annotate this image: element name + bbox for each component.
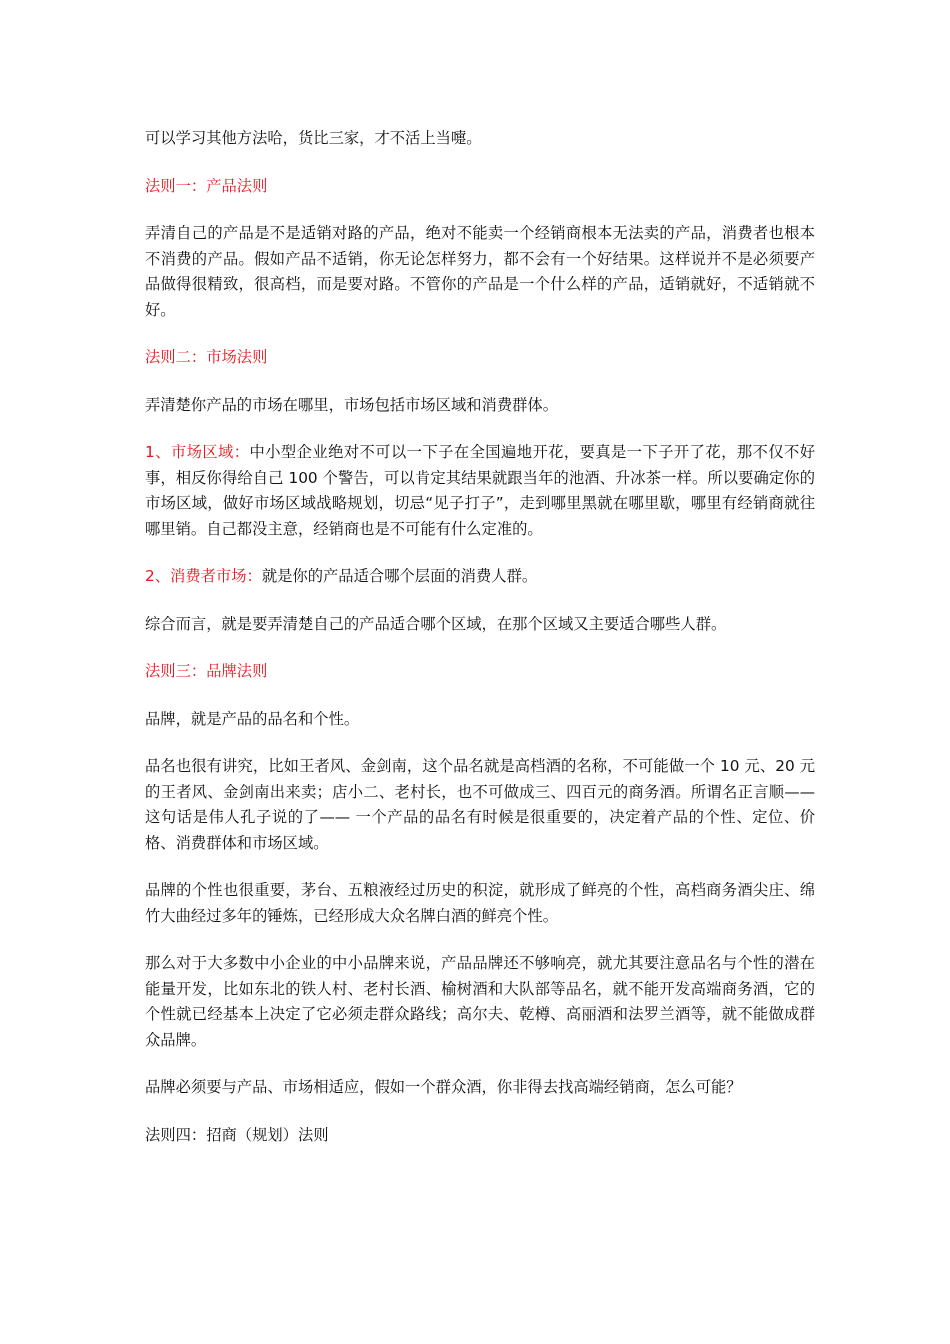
rule1-heading: 法则一：产品法则: [145, 176, 268, 195]
intro-paragraph: 可以学习其他方法哈，货比三家，才不活上当嚏。: [145, 129, 482, 147]
market-region-paragraph: [145, 440, 815, 542]
brand-fit-paragraph: 品牌必须要与产品、市场相适应，假如一个群众酒，你非得去找高端经销商，怎么可能？: [145, 1078, 742, 1096]
rule2-heading: 法则二：市场法则: [145, 348, 268, 366]
consumer-market-paragraph: [145, 564, 815, 590]
rule2-body: 弄清楚你产品的市场在哪里，市场包括市场区域和消费群体。: [145, 395, 559, 414]
summary-paragraph: 综合而言，就是要弄清楚自己的产品适合哪个区域，在那个区域又主要适合哪些人群。: [145, 614, 727, 633]
consumer-market-text: 就是你的产品适合哪个层面的消费人群。: [261, 567, 538, 585]
market-region-text: 中小型企业绝对不可以一下子在全国遍地开花，要真是一下子开了花，那不仅不好事，相反你得给自己 100 个警告，可以肯定其结果就跟当年的池酒、升冰茶一样。所以要确定你的市场区域，做好市场区域战略规划，切忌“见子打子”，走到哪里黑就在哪里歇，哪里有经销商就往哪里销。自己都没主意，经销商也是不可能有什么定准的。: [145, 443, 815, 538]
rule1-body: 弄清自己的产品是不是适销对路的产品，绝对不能卖一个经销商根本无法卖的产品，消费者也根本不消费的产品。假如产品不适销，你无论怎样努力，都不会有一个好结果。这样说并不是必须要产品做得很精致，很高档，而是要对路。不管你的产品是一个什么样的产品，适销就好，不适销就不好。: [145, 224, 815, 319]
brand-definition: 品牌，就是产品的品名和个性。: [145, 709, 360, 728]
brand-name-paragraph: 品名也很有讲究，比如王者风、金剑南，这个品名就是高档酒的名称，不可能做一个 10 元、20 元的王者风、金剑南出来卖；店小二、老村长，也不可做成三、四百元的商务酒。所谓名正言顺——这句话是伟人孔子说的了—— 一个产品的品名有时候是很重要的，决定着产品的个性、定位、价格、消费群体和市场区域。: [145, 757, 815, 852]
market-region-label: 1、市场区域：: [145, 443, 250, 461]
document-body: [145, 126, 815, 1170]
rule4-heading: 法则四：招商（规划）法则: [145, 1125, 329, 1144]
brand-personality-paragraph: 品牌的个性也很重要，茅台、五粮液经过历史的积淀，就形成了鲜亮的个性，高档商务酒尖庄、绵竹大曲经过多年的锤炼，已经形成大众名牌白酒的鲜亮个性。: [145, 881, 815, 925]
consumer-market-label: 2、消费者市场：: [145, 567, 262, 585]
small-brand-paragraph: 那么对于大多数中小企业的中小品牌来说，产品品牌还不够响亮，就尤其要注意品名与个性的潜在能量开发，比如东北的铁人村、老村长酒、榆树酒和大队部等品名，就不能开发高端商务酒，它的个性就已经基本上决定了它必须走群众路线；高尔夫、乾樽、高丽酒和法罗兰酒等，就不能做成群众品牌。: [145, 954, 815, 1049]
rule3-heading: 法则三：品牌法则: [145, 662, 268, 680]
